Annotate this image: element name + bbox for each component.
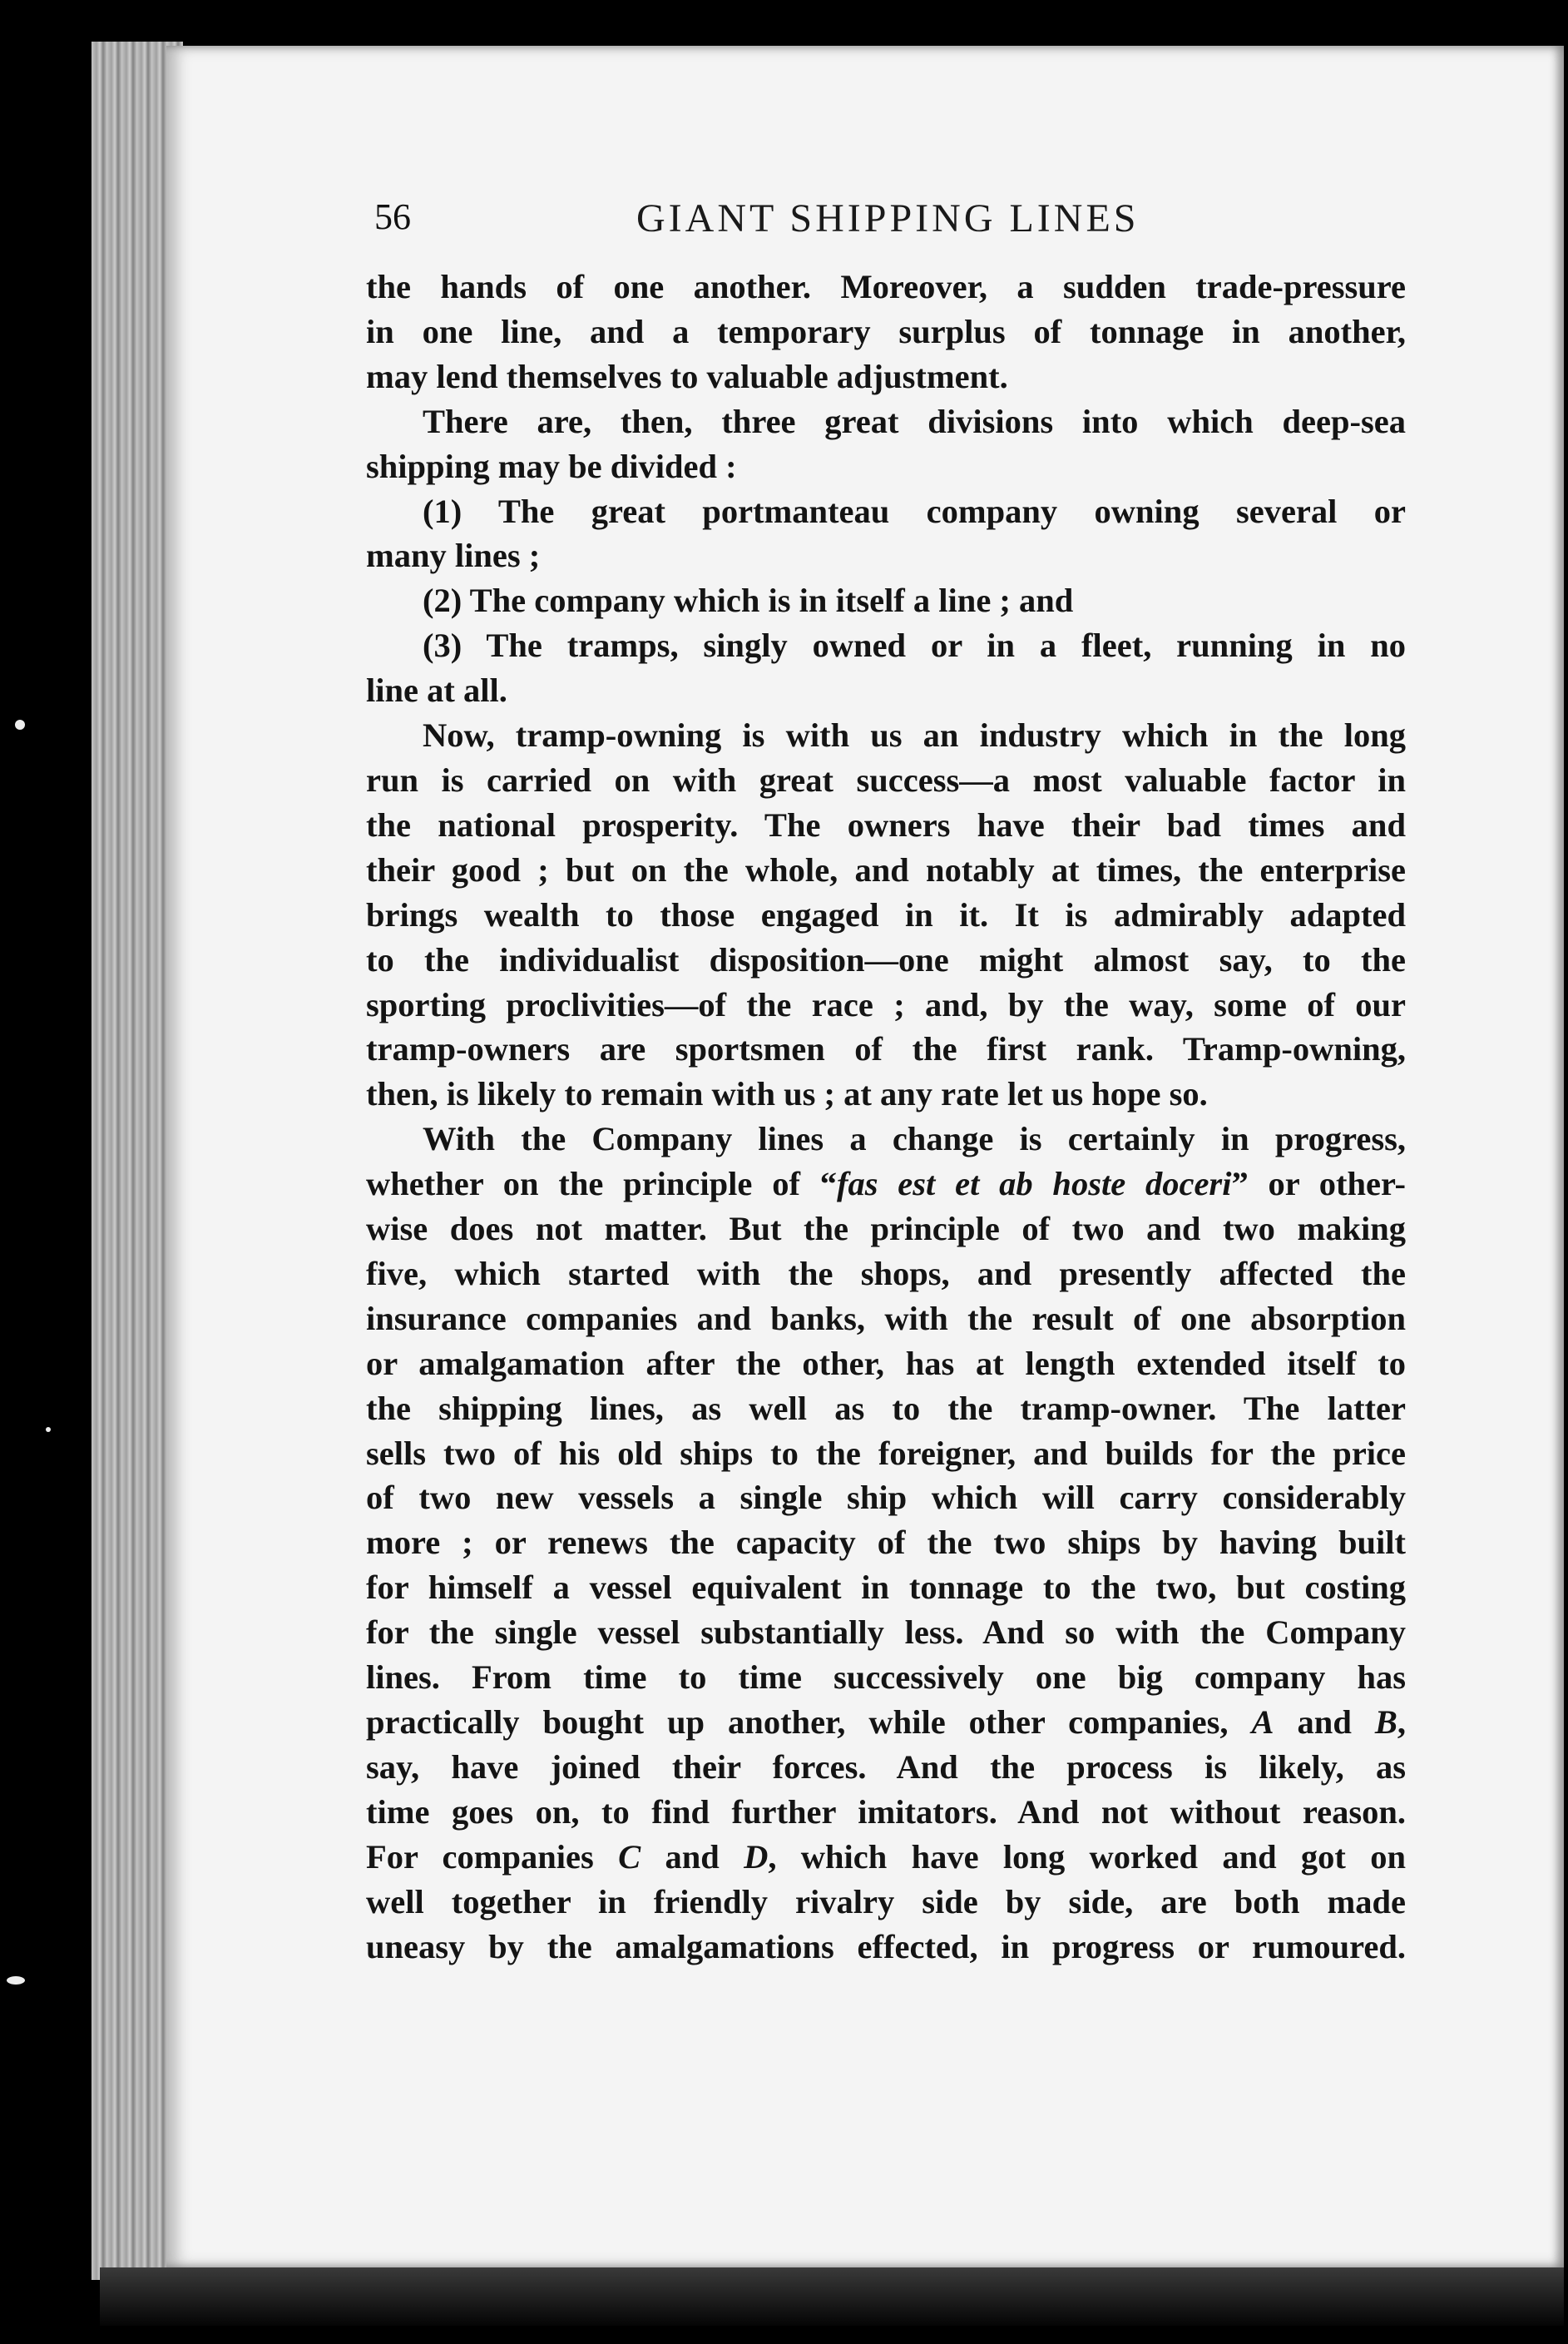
text-line: the shipping lines, as well as to the tramp-owner. The latter [366,1389,1406,1427]
text-segment: and [1274,1703,1375,1741]
text-segment: and [641,1837,744,1876]
company-letter: B [1374,1703,1397,1741]
text-line: may lend themselves to valuable adjustment. [366,357,1008,395]
text-line: sells two of his old ships to the foreigner, and builds for the price [366,1434,1406,1472]
text-line: sporting proclivities—of the race ; and, by the way, some of our [366,985,1406,1023]
text-line: tramp-owners are sportsmen of the first rank. Tramp-owning, [366,1030,1406,1068]
list-item: (2) The company which is in itself a line ; and [423,582,1074,620]
text-line: time goes on, to find further imitators. And not without reason. [366,1792,1406,1831]
text-line: for himself a vessel equivalent in tonnage to the two, but costing [366,1568,1406,1607]
body-text [366,265,1406,1995]
text-line: Now, tramp-owning is with us an industry which in the long [423,716,1406,755]
text-line: well together in friendly rivalry side by side, are both made [366,1882,1406,1920]
text-line: then, is likely to remain with us ; at any rate let us hope so. [366,1075,1208,1113]
text-line: There are, then, three great divisions into which deep-sea [423,402,1406,440]
page-header [374,196,1439,254]
text-segment: whether on the principle of “ [366,1165,837,1203]
list-item: (1) The great portmanteau company owning several or [423,492,1406,530]
text-line: the hands of one another. Moreover, a sudden trade-pressure [366,268,1406,305]
text-line: their good ; but on the whole, and notably at times, the enterprise [366,850,1406,889]
text-segment: , which have long worked and got on [768,1837,1406,1876]
company-letter: C [618,1837,641,1876]
text-line: lines. From time to time successively one big company has [366,1658,1406,1697]
text-line: five, which started with the shops, and presently affected the [366,1254,1406,1292]
text-line: say, have joined their forces. And the process is likely, as [366,1747,1406,1786]
text-line: of two new vessels a single ship which will carry considerably [366,1479,1406,1517]
text-segment: ” or other- [1231,1165,1406,1203]
scan-speck [15,720,25,730]
text-line: insurance companies and banks, with the result of one absorption [366,1299,1406,1337]
text-line: or amalgamation after the other, has at length extended itself to [366,1344,1406,1382]
text-line: more ; or renews the capacity of the two ships by having built [366,1524,1406,1562]
text-segment: , [1397,1703,1406,1741]
text-line [366,1835,1406,1880]
text-line [366,1162,1406,1207]
text-segment: practically bought up another, while other companies, [366,1703,1252,1741]
running-head: GIANT SHIPPING LINES [636,196,1140,240]
latin-phrase: fas est et ab hoste doceri [837,1165,1232,1203]
text-line: uneasy by the amalgamations effected, in progress or rumoured. [366,1927,1406,1965]
text-line: brings wealth to those engaged in it. It is admirably adapted [366,895,1406,934]
text-segment: For companies [366,1837,619,1876]
text-line: the national prosperity. The owners have their bad times and [366,805,1406,844]
text-line: line at all. [366,671,507,710]
scan-speck [7,1976,25,1985]
scan-speck [46,1427,51,1432]
text-line: shipping may be divided : [366,447,737,485]
text-line: run is carried on with great success—a most valuable factor in [366,761,1406,799]
text-line: to the individualist disposition—one might almost say, to the [366,940,1406,979]
page-bottom-shadow [100,2267,1564,2326]
text-line: wise does not matter. But the principle of two and two making [366,1210,1406,1248]
company-letter: A [1251,1703,1274,1741]
text-line: for the single vessel substantially less. And so with the Company [366,1613,1406,1652]
text-line [366,1700,1406,1745]
company-letter: D [744,1837,769,1876]
list-item: (3) The tramps, singly owned or in a fleet, running in no [423,627,1406,665]
page-number: 56 [374,196,411,237]
text-line: With the Company lines a change is certainly in progress, [423,1120,1406,1158]
text-line: many lines ; [366,537,541,575]
text-line: in one line, and a temporary surplus of tonnage in another, [366,312,1406,350]
